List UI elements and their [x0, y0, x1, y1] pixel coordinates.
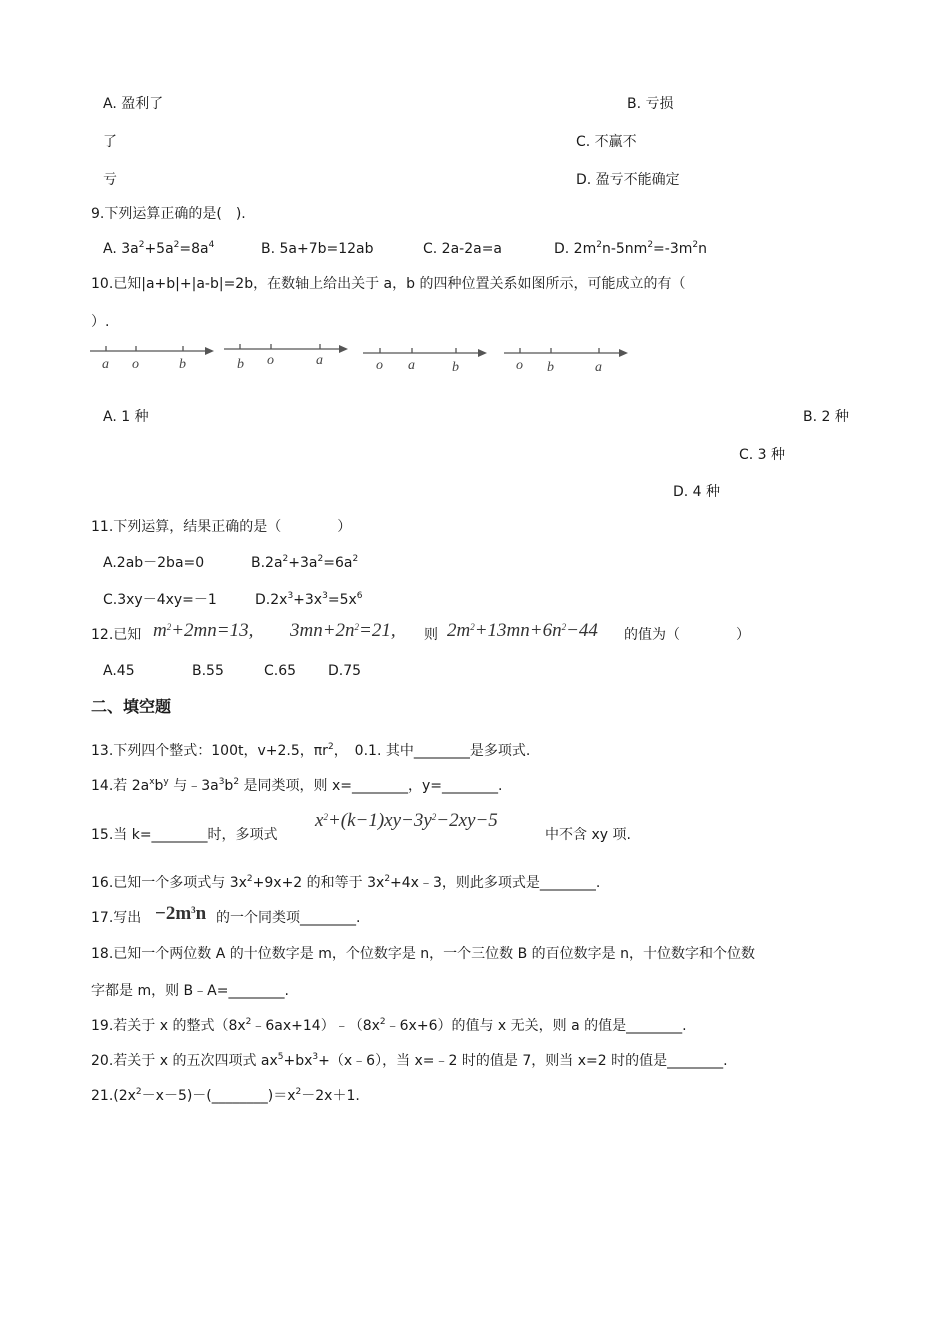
q10-stem-end: ）.: [91, 314, 110, 330]
number-line-3: [363, 348, 487, 375]
q12-then: 则: [424, 627, 438, 643]
q9-option-a: A. $3a^2+5a^2=8a^4$: [103, 240, 215, 257]
q20-text: 20.若关于 x 的五次四项式 $ax^5+bx^3+(x﹣6)$，当 x=﹣2 时的值是 7，则当 x=2 时的值是________.: [91, 1052, 728, 1069]
line3-label-o: o: [376, 358, 383, 373]
q12-option-a: A.45: [103, 663, 135, 679]
q15-prefix: 15.当 k=________时，多项式: [91, 827, 278, 843]
q15-expression: $x^2+(k-1)xy-3y^2-2xy-5$: [315, 810, 498, 831]
q21-text: $21.(2x^2-x-5)-(\_\_\_\_\_\_\_\_)=x^2-2x+1$.: [91, 1087, 360, 1104]
q17-prefix: 17.写出: [91, 910, 142, 926]
q8-option-c: C. 不赢不: [576, 134, 637, 150]
q11-option-b: $B.2a^2+3a^2=6a^2$: [251, 554, 359, 571]
q17-expression: $-2m^3n$: [155, 903, 207, 924]
line2-label-b: b: [237, 357, 244, 372]
q12-expression-1: $m^2+2mn=13$,: [153, 620, 254, 641]
q10-option-c: C. 3 种: [739, 447, 786, 463]
line2-label-o: o: [267, 353, 274, 368]
q8-option-a: A. 盈利了: [103, 96, 164, 112]
q18-line-2: 字都是 m，则 B﹣A=________.: [91, 983, 289, 999]
line4-label-o: o: [516, 358, 523, 373]
q9-option-b: B. 5a+7b=12ab: [261, 241, 374, 257]
line2-label-a: a: [316, 353, 323, 368]
q12-prefix: 12.已知: [91, 627, 142, 643]
q10-option-d: D. 4 种: [673, 484, 721, 500]
line4-label-a: a: [595, 360, 602, 375]
q9-option-d: D. $2m^2n-5nm^2=-3m^2n$: [554, 240, 707, 257]
q10-stem: 10.已知|a+b|+|a-b|=2b，在数轴上给出关于 a，b 的四种位置关系如图所示，可能成立的有（: [91, 276, 686, 292]
q8-option-c-wrap: 亏: [103, 172, 117, 188]
q10-option-a: A. 1 种: [103, 409, 149, 425]
q15-suffix: 中不含 xy 项.: [545, 827, 631, 843]
line4-label-b: b: [547, 360, 554, 375]
number-line-2: [224, 344, 348, 372]
q11-option-c: C.3xy－4xy=－1: [103, 592, 217, 608]
line1-label-b: b: [179, 357, 186, 372]
q12-expression-3: $2m^2+13mn+6n^2-44$: [447, 620, 598, 641]
q13-text: 13.下列四个整式：100t，v+2.5，$\pi r^2$， 0.1. 其中________是多项式.: [91, 742, 531, 759]
q17-suffix: 的一个同类项________.: [216, 910, 361, 926]
q9-stem: 9.下列运算正确的是( ).: [91, 206, 246, 222]
q12-suffix: 的值为（ ）: [624, 627, 750, 643]
number-line-1: [90, 346, 214, 372]
q19-text: 19.若关于 x 的整式$(8x^2﹣6ax+14)﹣(8x^2﹣6x+6)$的值与 x 无关，则 a 的值是________.: [91, 1017, 687, 1034]
q12-option-c: C.65: [264, 663, 297, 679]
number-line-4: [504, 348, 628, 375]
q12-option-d: D.75: [328, 663, 362, 679]
line3-label-b: b: [452, 360, 459, 375]
q18-line-1: 18.已知一个两位数 A 的十位数字是 m，个位数字是 n，一个三位数 B 的百位数字是 n，十位数字和个位数: [91, 946, 755, 962]
q12-expression-2: $3mn+2n^2=21$,: [290, 620, 396, 641]
q14-text: 14.若 $2a^xb^y$ 与$﹣3a^3b^2$ 是同类项，则 x=________，y=________.: [91, 777, 503, 794]
q9-option-c: C. 2a-2a=a: [423, 241, 503, 257]
q8-option-b: B. 亏损: [627, 96, 674, 112]
section-heading: 二、填空题: [91, 697, 172, 716]
line3-label-a: a: [408, 358, 415, 373]
q11-stem: 11.下列运算，结果正确的是（ ）: [91, 519, 352, 535]
number-line-figures: [88, 338, 633, 376]
q12-option-b: B.55: [192, 663, 224, 679]
q16-text: 16.已知一个多项式与 $3x^2+9x+2$ 的和等于 $3x^2+4x﹣3$，则此多项式是________.: [91, 874, 601, 891]
q11-option-d: $D.2x^3+3x^3=5x^6$: [255, 591, 363, 608]
line1-label-o: o: [132, 357, 139, 372]
line1-label-a: a: [102, 357, 109, 372]
q11-option-a: A.2ab－2ba=0: [103, 555, 205, 571]
q10-option-b: B. 2 种: [803, 409, 849, 425]
q8-option-d: D. 盈亏不能确定: [576, 172, 680, 188]
q8-option-b-wrap: 了: [103, 134, 117, 150]
